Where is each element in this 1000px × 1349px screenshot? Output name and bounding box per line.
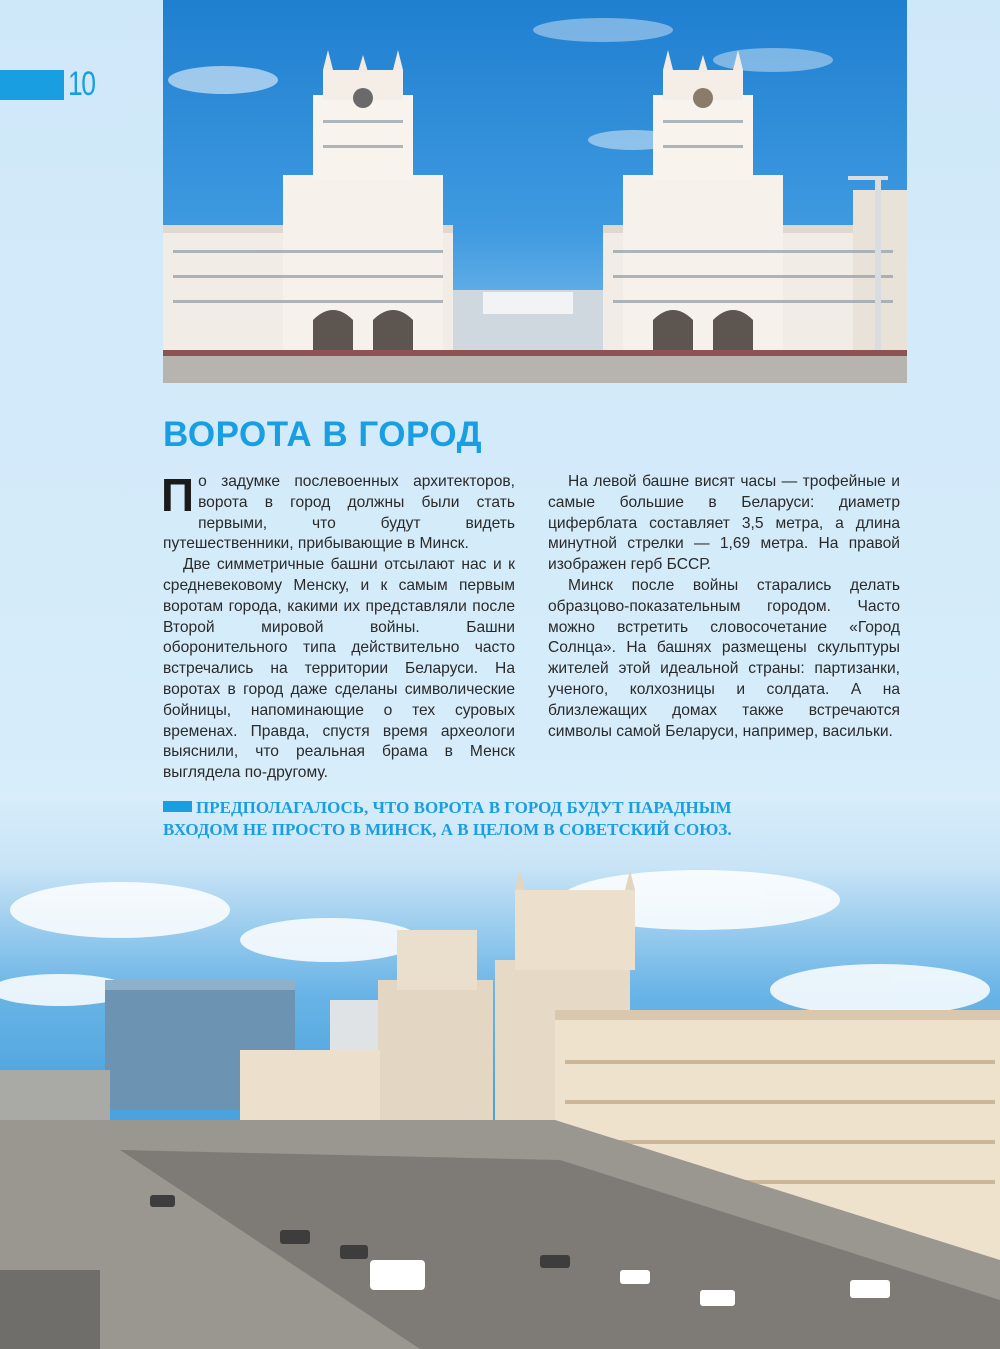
paragraph: Минск после войны старались делать образцово-показательным городом. Часто можно встретить словосочетание «Город Солнца». На башнях размещены скульптуры жителей этой идеальной страны: партизанки, ученого, колхозницы и солдата. А на близлежащих домах также встречаются символы самой Беларуси, например, васильки. [548, 576, 900, 740]
paragraph: По задумке послевоенных архитекторов, ворота в город должны были стать первыми, что будут видеть путешественники, прибывающие в Минск. [161, 469, 515, 553]
pull-quote [163, 797, 783, 841]
quote-bar [163, 801, 192, 812]
paragraph: Две симметричные башни отсылают нас и к средневековому Менску, и к самым первым воротам города, какими их представляли после Второй мировой войны. Башни оборонительного типа действительно часто встречались на территории Беларуси. На воротах в город даже сделаны символические бойницы, напоминающие о тех суровых временах. Правда, спустя время археологи выяснили, что реальная брама в Менск выглядела по-другому. [163, 556, 515, 782]
dropcap: П [161, 469, 195, 521]
article-title: ВОРОТА В ГОРОД [163, 415, 483, 454]
bottom-photo [0, 800, 1000, 1349]
top-photo [163, 0, 907, 383]
paragraph: На левой башне висят часы — трофейные и самые большие в Беларуси: диаметр циферблата составляет 3,5 метра, а длина минутной стрелки — 1,69 метра. На правой изображен герб БССР. [548, 473, 900, 574]
left-column [161, 469, 515, 784]
page-number: 10 [68, 65, 95, 103]
pull-quote-text: ПРЕДПОЛАГАЛОСЬ, ЧТО ВОРОТА В ГОРОД БУДУТ ПАРАДНЫМ ВХОДОМ НЕ ПРОСТО В МИНСК, А В ЦЕЛОМ В СОВЕТСКИЙ СОЮЗ. [163, 798, 732, 839]
right-column [548, 472, 900, 742]
page-number-tab [0, 70, 64, 100]
